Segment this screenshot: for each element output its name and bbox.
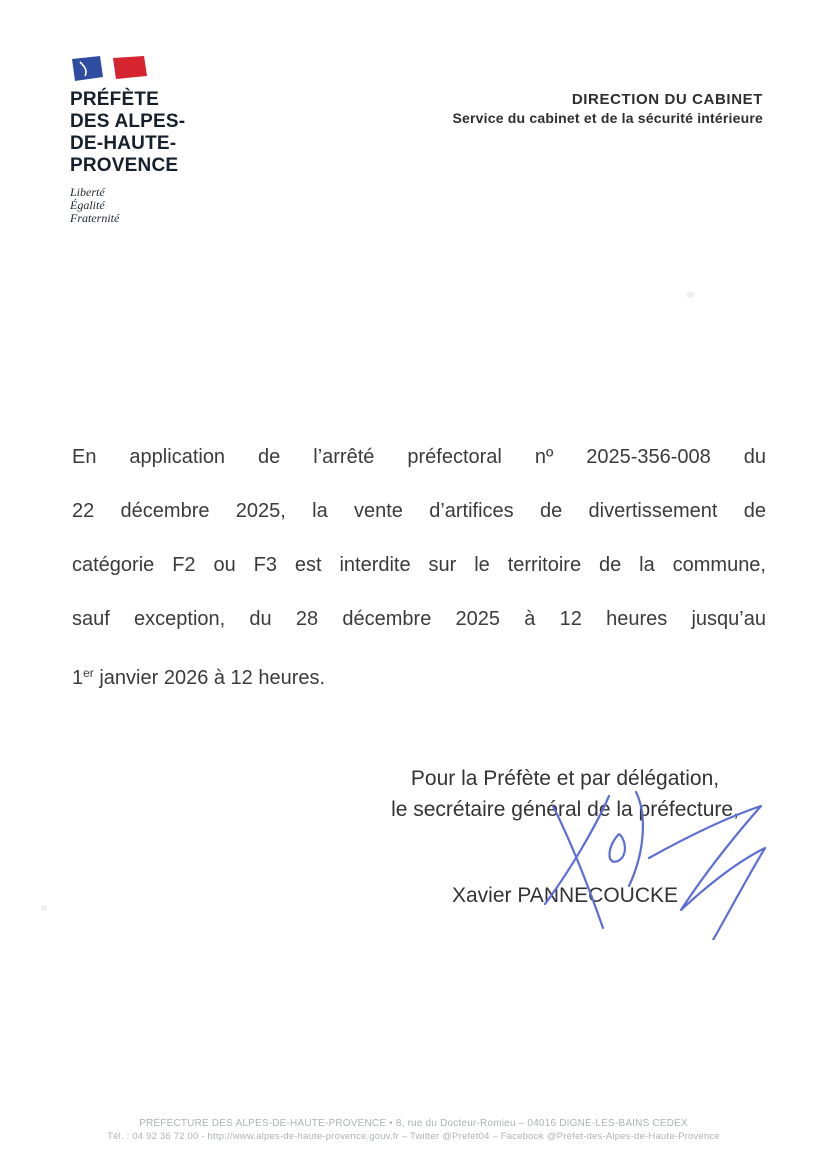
prefecture-name-line: DE-HAUTE- — [70, 133, 177, 154]
prefecture-logo — [70, 56, 290, 225]
date-rest: janvier 2026 à 12 heures. — [93, 667, 326, 689]
body-line: catégorie F2 ou F3 est interdite sur le territoire de la commune, — [72, 554, 766, 576]
footer — [0, 1117, 827, 1143]
body-line-last — [72, 646, 766, 700]
handwritten-signature — [533, 790, 778, 940]
french-flag-icon — [70, 56, 148, 82]
body-paragraph — [72, 430, 766, 700]
prefecture-name — [70, 89, 290, 177]
date-number: 1 — [72, 667, 84, 689]
closing-line: Pour la Préfète et par délégation, — [410, 767, 720, 790]
prefecture-name-line: PRÉFÈTE — [70, 89, 160, 110]
signer-name: Xavier PANNECOUCKE — [452, 884, 678, 907]
body-line: En application de l’arrêté préfectoral nº 2025-356-008 du — [72, 446, 766, 468]
prefecture-name-line: PROVENCE — [70, 155, 179, 176]
ordinal-superscript: er — [83, 666, 94, 680]
scan-speck — [686, 292, 695, 298]
prefecture-name-line: DES ALPES- — [70, 111, 186, 132]
motto-line: Fraternité — [70, 211, 120, 225]
issuing-service-header — [452, 90, 763, 127]
service-subtitle: Service du cabinet et de la sécurité intérieure — [452, 110, 763, 126]
body-line: sauf exception, du 28 décembre 2025 à 12 heures jusqu’au — [72, 608, 766, 630]
direction-title: DIRECTION DU CABINET — [571, 91, 763, 108]
republic-motto — [70, 186, 290, 225]
footer-contacts: Tél. : 04 92 36 72 00 - http://www.alpes-de-haute-provence.gouv.fr – Twitter @Prefet04 – Facebook @Préfet-des-Alpes-de-Haute-Provence — [107, 1131, 720, 1142]
closing-line: le secrétaire général de la préfecture, — [391, 798, 739, 821]
motto-line: Liberté — [70, 185, 105, 199]
body-line: 22 décembre 2025, la vente d’artifices de divertissement de — [72, 500, 766, 522]
footer-address: PRÉFECTURE DES ALPES-DE-HAUTE-PROVENCE • 8, rue du Docteur-Romieu – 04016 DIGNE-LES-BAINS CEDEX — [139, 1118, 688, 1129]
scan-speck — [41, 905, 47, 911]
motto-line: Égalité — [70, 198, 105, 212]
